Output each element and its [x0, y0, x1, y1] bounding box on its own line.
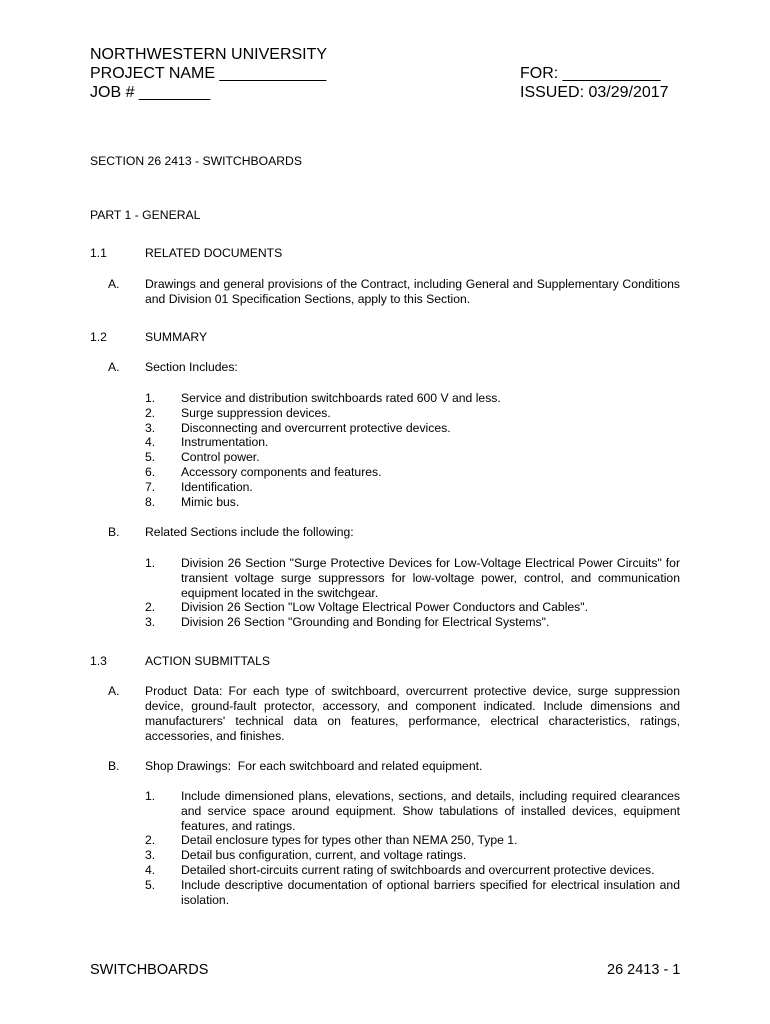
list-item-number: 2.: [145, 600, 156, 614]
header-org: NORTHWESTERN UNIVERSITY: [90, 46, 328, 63]
list-item-number: 3.: [145, 421, 156, 435]
list-item: Control power.: [181, 450, 260, 464]
paragraph-letter: A.: [108, 277, 120, 291]
list-item: Accessory components and features.: [181, 465, 382, 479]
list-item: Detail enclosure types for types other than NEMA 250, Type 1.: [181, 833, 518, 847]
list-item: Detail bus configuration, current, and voltage ratings.: [181, 848, 467, 862]
list-item-number: 2.: [145, 833, 156, 847]
list-item: Service and distribution switchboards rated 600 V and less.: [181, 391, 501, 405]
list-item: Include dimensioned plans, elevations, sections, and details, including required clearances and service space around equipment. Show tabulations of installed devices, equipment features, and ratings.: [181, 789, 680, 833]
paragraph-letter: A.: [108, 684, 120, 698]
list-item: Division 26 Section "Surge Protective Devices for Low-Voltage Electrical Power Circuits" for transient voltage surge suppressors for low-voltage power, control, and communication equipment located in the switchgear.: [181, 556, 680, 600]
list-item-number: 4.: [145, 435, 156, 449]
section-title: SECTION 26 2413 - SWITCHBOARDS: [90, 154, 302, 168]
list-item-number: 1.: [145, 391, 156, 405]
paragraph-text: Section Includes:: [145, 360, 238, 374]
article-title: RELATED DOCUMENTS: [145, 246, 283, 260]
list-item-number: 1.: [145, 789, 156, 803]
paragraph-letter: A.: [108, 360, 120, 374]
article-number: 1.1: [90, 246, 107, 260]
list-item: Disconnecting and overcurrent protective devices.: [181, 421, 451, 435]
list-item: Surge suppression devices.: [181, 406, 331, 420]
footer-page-number: 26 2413 - 1: [607, 962, 681, 978]
list-item: Include descriptive documentation of optional barriers specified for electrical insulation and isolation.: [181, 878, 680, 907]
paragraph-text: Product Data: For each type of switchboard, overcurrent protective device, surge suppression device, ground-fault protector, accessory, and component indicated. Include dimensions and manufacturers' technical data on features, performance, electrical characteristics, ratings, accessories, and finishes.: [145, 684, 680, 743]
list-item-number: 2.: [145, 406, 156, 420]
list-item-number: 7.: [145, 480, 156, 494]
list-item: Mimic bus.: [181, 495, 240, 509]
list-item-number: 4.: [145, 863, 156, 877]
paragraph-text: Related Sections include the following:: [145, 525, 354, 539]
list-item-number: 5.: [145, 878, 156, 892]
list-item: Division 26 Section "Grounding and Bonding for Electrical Systems".: [181, 615, 550, 629]
article-number: 1.3: [90, 654, 107, 668]
article-title: ACTION SUBMITTALS: [145, 654, 271, 668]
header-for: FOR: ___________: [520, 65, 661, 82]
list-item-number: 8.: [145, 495, 156, 509]
paragraph-text: Drawings and general provisions of the Contract, including General and Supplementary Conditions and Division 01 Specification Sections, apply to this Section.: [145, 277, 680, 306]
paragraph-letter: B.: [108, 759, 120, 773]
paragraph-letter: B.: [108, 525, 120, 539]
list-item: Detailed short-circuits current rating of switchboards and overcurrent protective devices.: [181, 863, 655, 877]
list-item: Identification.: [181, 480, 253, 494]
header-issued: ISSUED: 03/29/2017: [520, 84, 669, 101]
list-item-number: 3.: [145, 848, 156, 862]
list-item: Division 26 Section "Low Voltage Electrical Power Conductors and Cables".: [181, 600, 588, 614]
paragraph-text: Shop Drawings: For each switchboard and related equipment.: [145, 759, 483, 773]
header-project: PROJECT NAME ____________: [90, 65, 327, 82]
footer-title: SWITCHBOARDS: [90, 962, 209, 978]
list-item: Instrumentation.: [181, 435, 269, 449]
list-item-number: 3.: [145, 615, 156, 629]
article-number: 1.2: [90, 330, 107, 344]
part-heading: PART 1 - GENERAL: [90, 208, 201, 222]
list-item-number: 1.: [145, 556, 156, 570]
list-item-number: 5.: [145, 450, 156, 464]
list-item-number: 6.: [145, 465, 156, 479]
article-title: SUMMARY: [145, 330, 208, 344]
header-job: JOB # ________: [90, 84, 211, 101]
